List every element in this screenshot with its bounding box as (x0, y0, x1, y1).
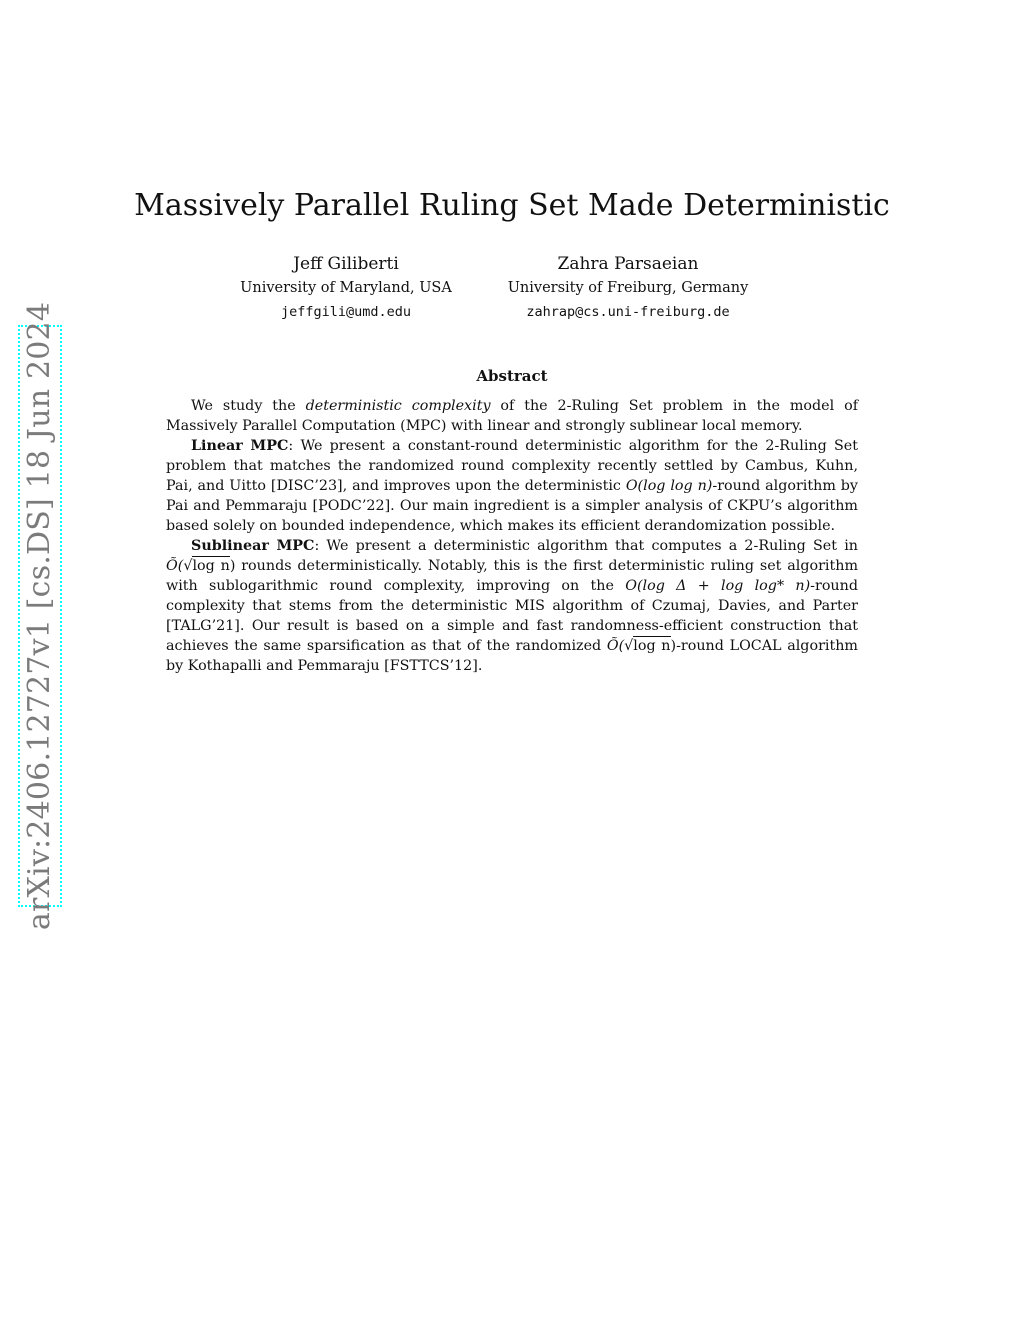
math-expression: Õ( (166, 558, 184, 574)
math-expression: ) (670, 638, 677, 654)
emphasis-text: deterministic complexity (305, 398, 491, 414)
text-span: rounds deterministically. Notably, this is the first deterministic ruling set algorithm with sublogarithmic round complexity, improving on the (166, 558, 858, 594)
text-span: -round LOCAL algorithm by Kothapalli and Pemmaraju [FSTTCS’12]. (166, 638, 858, 674)
math-expression: log n (633, 638, 671, 654)
arxiv-side-stamp (18, 301, 62, 931)
author-email: jeffgili@umd.edu (280, 304, 412, 320)
math-expression: Õ( (606, 638, 625, 654)
author-block-1 (196, 252, 496, 324)
author-affiliation: University of Maryland, USA (240, 280, 452, 296)
text-span: We study the (191, 398, 306, 414)
author-name: Zahra Parsaeian (557, 254, 699, 274)
abstract-paragraph-1 (166, 396, 858, 436)
text-span: : We present a constant-round deterministic algorithm for the 2-Ruling Set problem that matches the randomized round complexity recently settled by Cambus, Kuhn, Pai, and Uitto [DISC’23], and improves upon the deterministic (166, 438, 858, 494)
paragraph-lead: Sublinear MPC (191, 538, 315, 554)
text-span: -round algorithm by Pai and Pemmaraju [PODC’22]. Our main ingredient is a simpler analysis of CKPU’s algorithm based solely on bounded independence, which makes its efficient derandomization possible. (166, 478, 859, 534)
author-block-2 (478, 252, 778, 324)
paragraph-lead: Linear MPC (191, 438, 289, 454)
text-span: -round complexity that stems from the deterministic MIS algorithm of Czumaj, Davies, and Parter [TALG’21]. Our result is based on a simple and fast randomness-efficient construction that achieves the same sparsification as that of the randomized (166, 578, 858, 654)
author-email: zahrap@cs.uni-freiburg.de (526, 304, 730, 320)
abstract-heading: Abstract (476, 367, 548, 385)
author-affiliation: University of Freiburg, Germany (507, 280, 749, 296)
math-expression: log n (192, 558, 230, 574)
math-expression: O(log Δ + log log* n) (625, 578, 811, 594)
abstract-paragraph-3 (166, 536, 858, 676)
paper-title: Massively Parallel Ruling Set Made Deterministic (134, 188, 890, 223)
math-expression: O(log log n) (625, 478, 713, 494)
abstract-paragraph-2 (166, 436, 858, 536)
arxiv-identifier: arXiv:2406.12727v1 [cs.DS] 18 Jun 2024 (22, 301, 57, 931)
sqrt-icon: √ (624, 638, 634, 654)
abstract-body (166, 396, 858, 676)
text-span: : We present a deterministic algorithm that computes a 2-Ruling Set in (314, 538, 858, 554)
math-expression: ) (229, 558, 236, 574)
author-name: Jeff Giliberti (293, 254, 399, 274)
sqrt-icon: √ (183, 558, 193, 574)
text-span: of the 2-Ruling Set problem in the model of Massively Parallel Computation (MPC) with linear and strongly sublinear local memory. (166, 398, 859, 434)
